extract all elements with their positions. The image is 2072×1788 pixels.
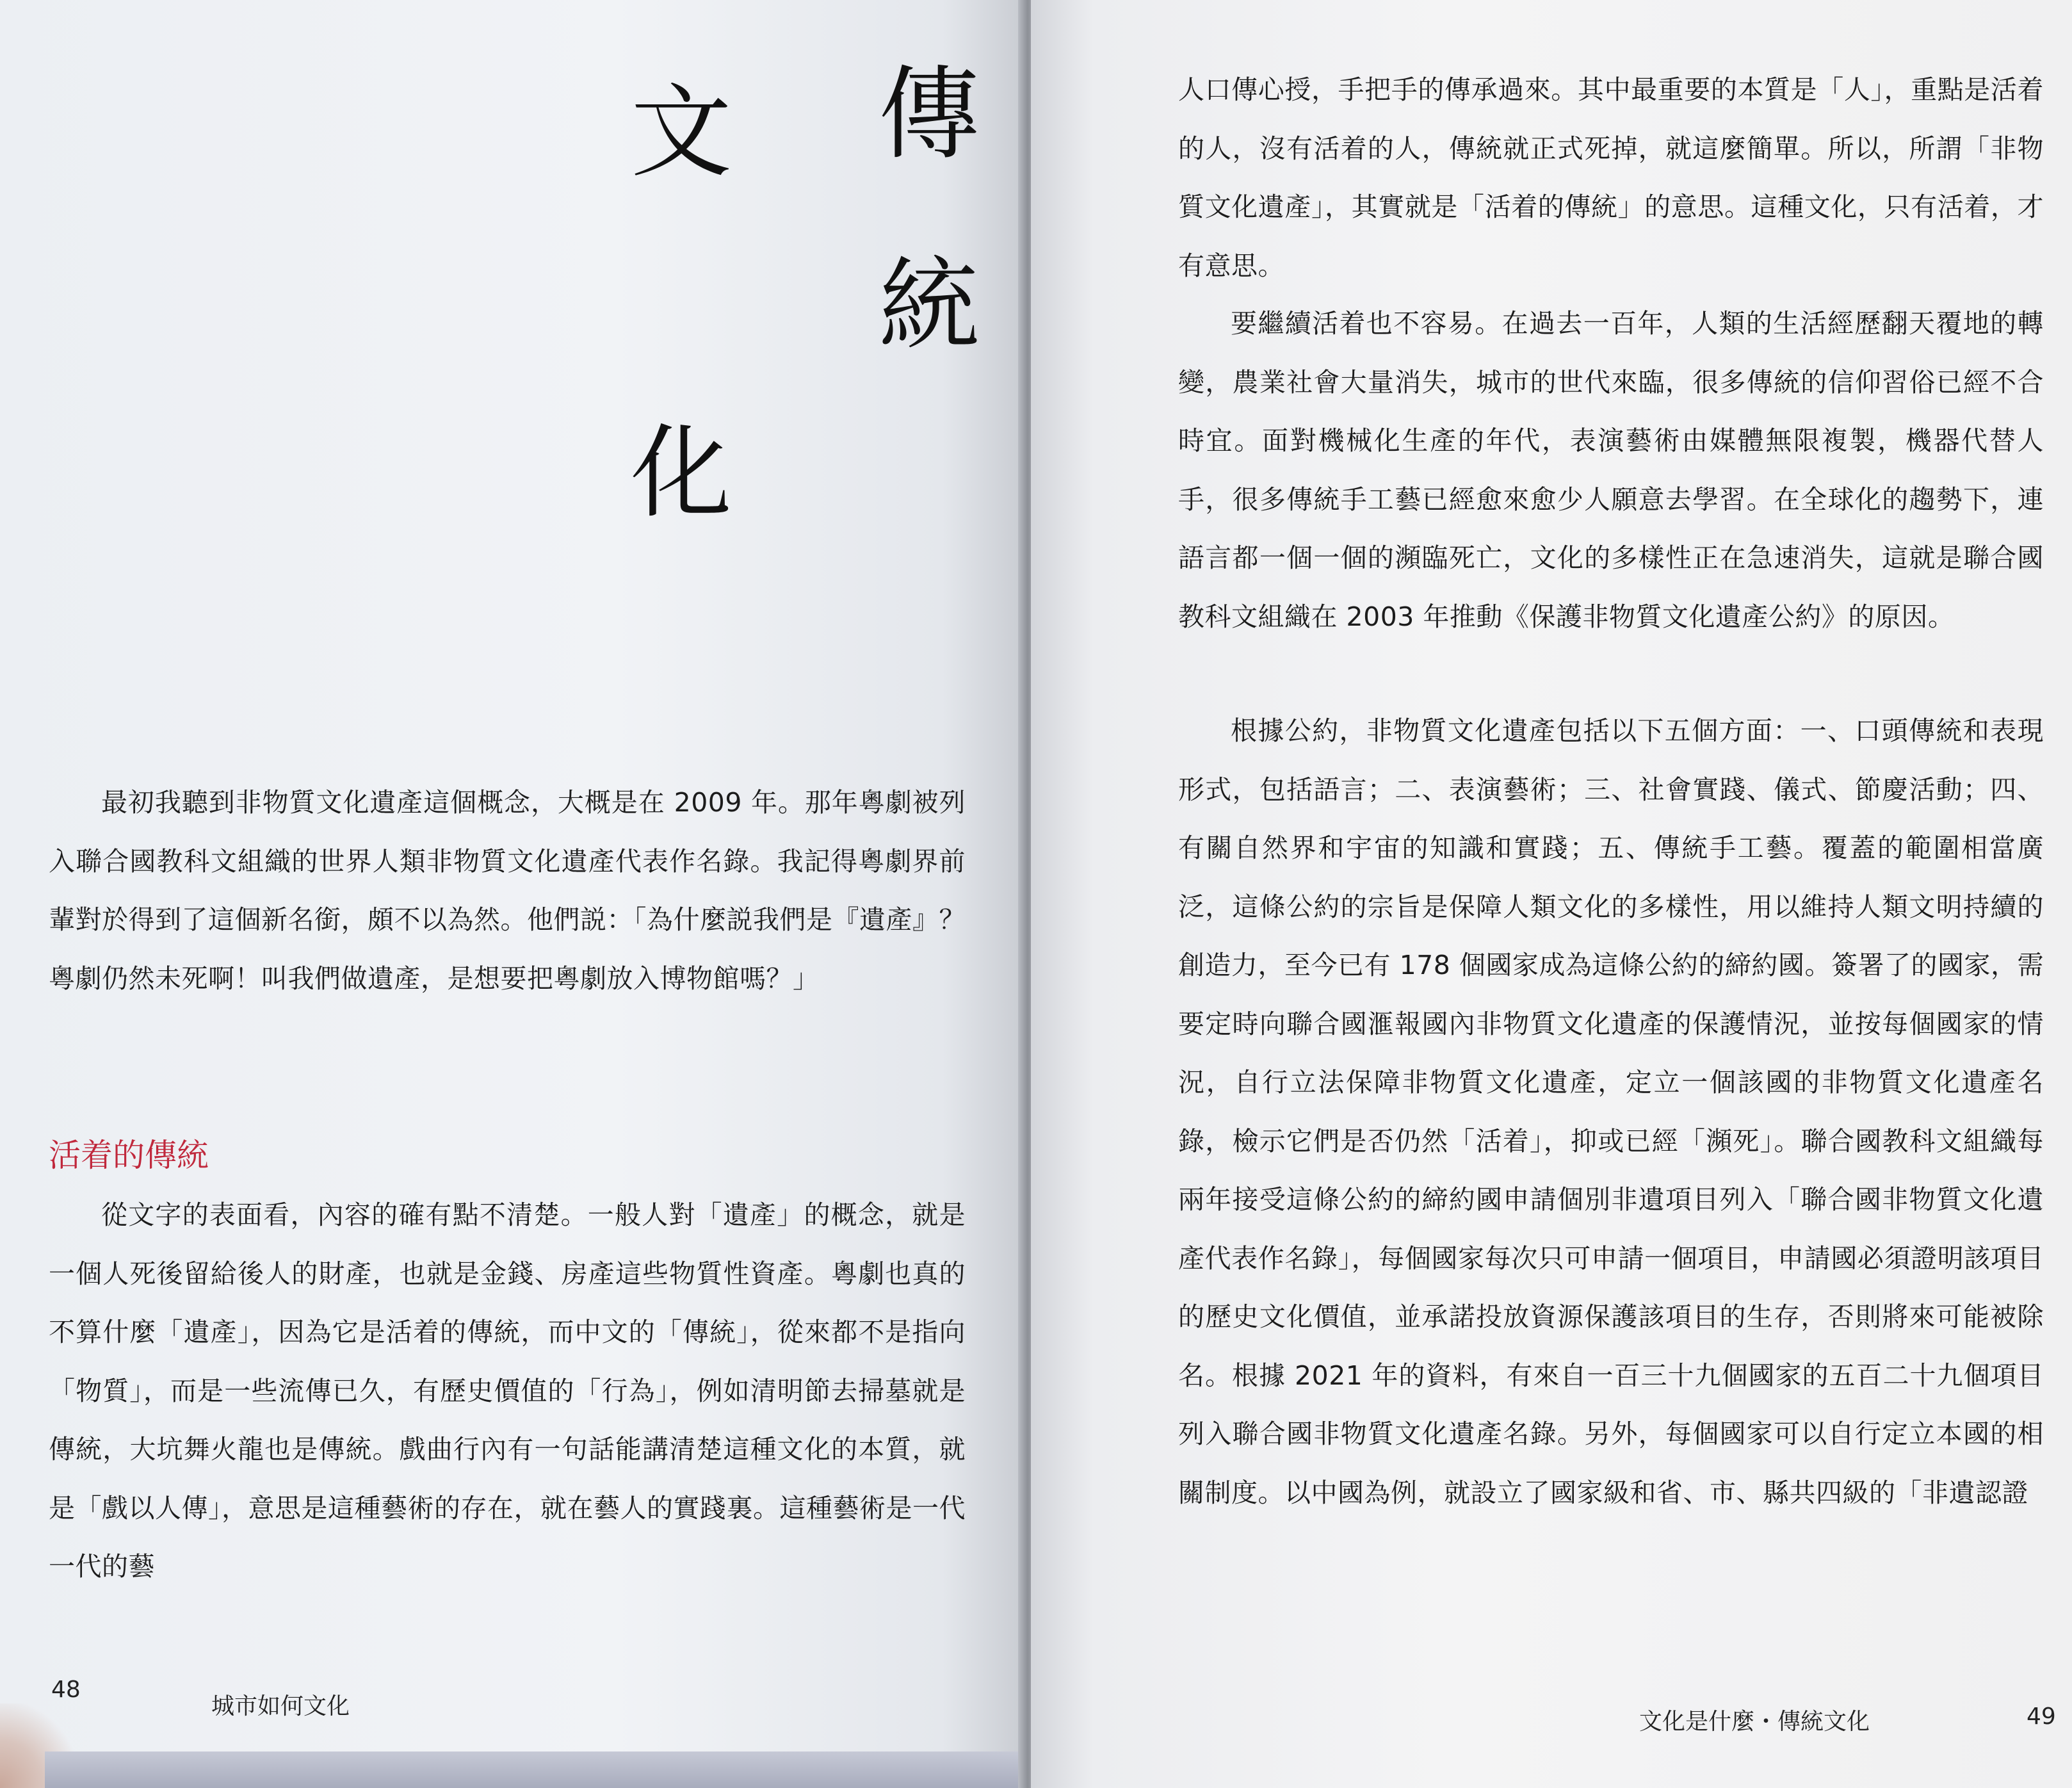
page-number-right: 49 <box>2027 1703 2056 1730</box>
page-edge-strip <box>45 1751 1024 1788</box>
right-page <box>1031 0 2072 1788</box>
running-title-right: 文化是什麼・傳統文化 <box>1639 1709 1870 1735</box>
paragraph-3: 根據公約，非物質文化遺產包括以下五個方面：一、口頭傳統和表現形式，包括語言；二、表演藝術；三、社會實踐、儀式、節慶活動；四、有關自然界和宇宙的知識和實踐；五、傳統手工藝。覆蓋的範圍相當廣泛，這條公約的宗旨是保障人類文化的多樣性，用以維持人類文明持續的創造力，至今已有 178 個國家成為這條公約的締約國。簽署了的國家，需要定時向聯合國滙報國內非物質文化遺產的保護情況，並按每個國家的情況，自行立法保障非物質文化遺產，定立一個該國的非物質文化遺產名錄，檢示它們是否仍然「活着」，抑或已經「瀕死」。聯合國教科文組織每兩年接受這條公約的締約國申請個別非遺項目列入「聯合國非物質文化遺產代表作名錄」，每個國家每次只可申請一個項目，申請國必須證明該項目的歷史文化價值，並承諾投放資源保護該項目的生存，否則將來可能被除名。根據 2021 年的資料，有來自一百三十九個國家的五百二十九個項目列入聯合國非物質文化遺產名錄。另外，每個國家可以自行定立本國的相關制度。以中國為例，就設立了國家級和省、市、縣共四級的「非遺認證 <box>1178 715 2044 1508</box>
title-char-1: 傳 <box>878 56 980 174</box>
section-paragraph: 從文字的表面看，內容的確有點不清楚。一般人對「遺產」的概念，就是一個人死後留給後人的財產，也就是金錢、房產這些物質性資產。粵劇也真的不算什麼「遺產」，因為它是活着的傳統，而中文的「傳統」，從來都不是指向「物質」，而是一些流傳已久，有歷史價值的「行為」，例如清明節去掃墓就是傳統，大坑舞火龍也是傳統。戲曲行內有一句話能講清楚這種文化的本質，就是「戲以人傳」，意思是這種藝術的存在，就在藝人的實踐裏。這種藝術是一代一代的藝 <box>49 1199 966 1582</box>
page-number-left: 48 <box>51 1677 81 1703</box>
intro-paragraph: 最初我聽到非物質文化遺產這個概念，大概是在 2009 年。那年粵劇被列入聯合國教科文組織的世界人類非物質文化遺產代表作名錄。我記得粵劇界前輩對於得到了這個新名銜，頗不以為然。他們説：「為什麼説我們是『遺產』？粵劇仍然未死啊！叫我們做遺產，是想要把粵劇放入博物館嗎？」 <box>49 787 966 994</box>
paragraph-1: 人口傳心授，手把手的傳承過來。其中最重要的本質是「人」，重點是活着的人，沒有活着的人，傳統就正式死掉，就這麼簡單。所以，所謂「非物質文化遺產」，其實就是「活着的傳統」的意思。這種文化，只有活着，才有意思。 <box>1178 74 2044 281</box>
title-char-4: 化 <box>631 414 732 532</box>
paragraph-2: 要繼續活着也不容易。在過去一百年，人類的生活經歷翻天覆地的轉變，農業社會大量消失，城市的世代來臨，很多傳統的信仰習俗已經不合時宜。面對機械化生產的年代，表演藝術由媒體無限複製，機器代替人手，很多傳統手工藝已經愈來愈少人願意去學習。在全球化的趨勢下，連語言都一個一個的瀕臨死亡，文化的多樣性正在急速消失，這就是聯合國教科文組織在 2003 年推動《保護非物質文化遺產公約》的原因。 <box>1178 308 2044 632</box>
title-char-3: 文 <box>631 74 732 191</box>
section-heading: 活着的傳統 <box>49 1137 209 1174</box>
left-page <box>0 0 1024 1788</box>
running-title-left: 城市如何文化 <box>211 1693 350 1719</box>
title-char-2: 統 <box>878 247 980 364</box>
